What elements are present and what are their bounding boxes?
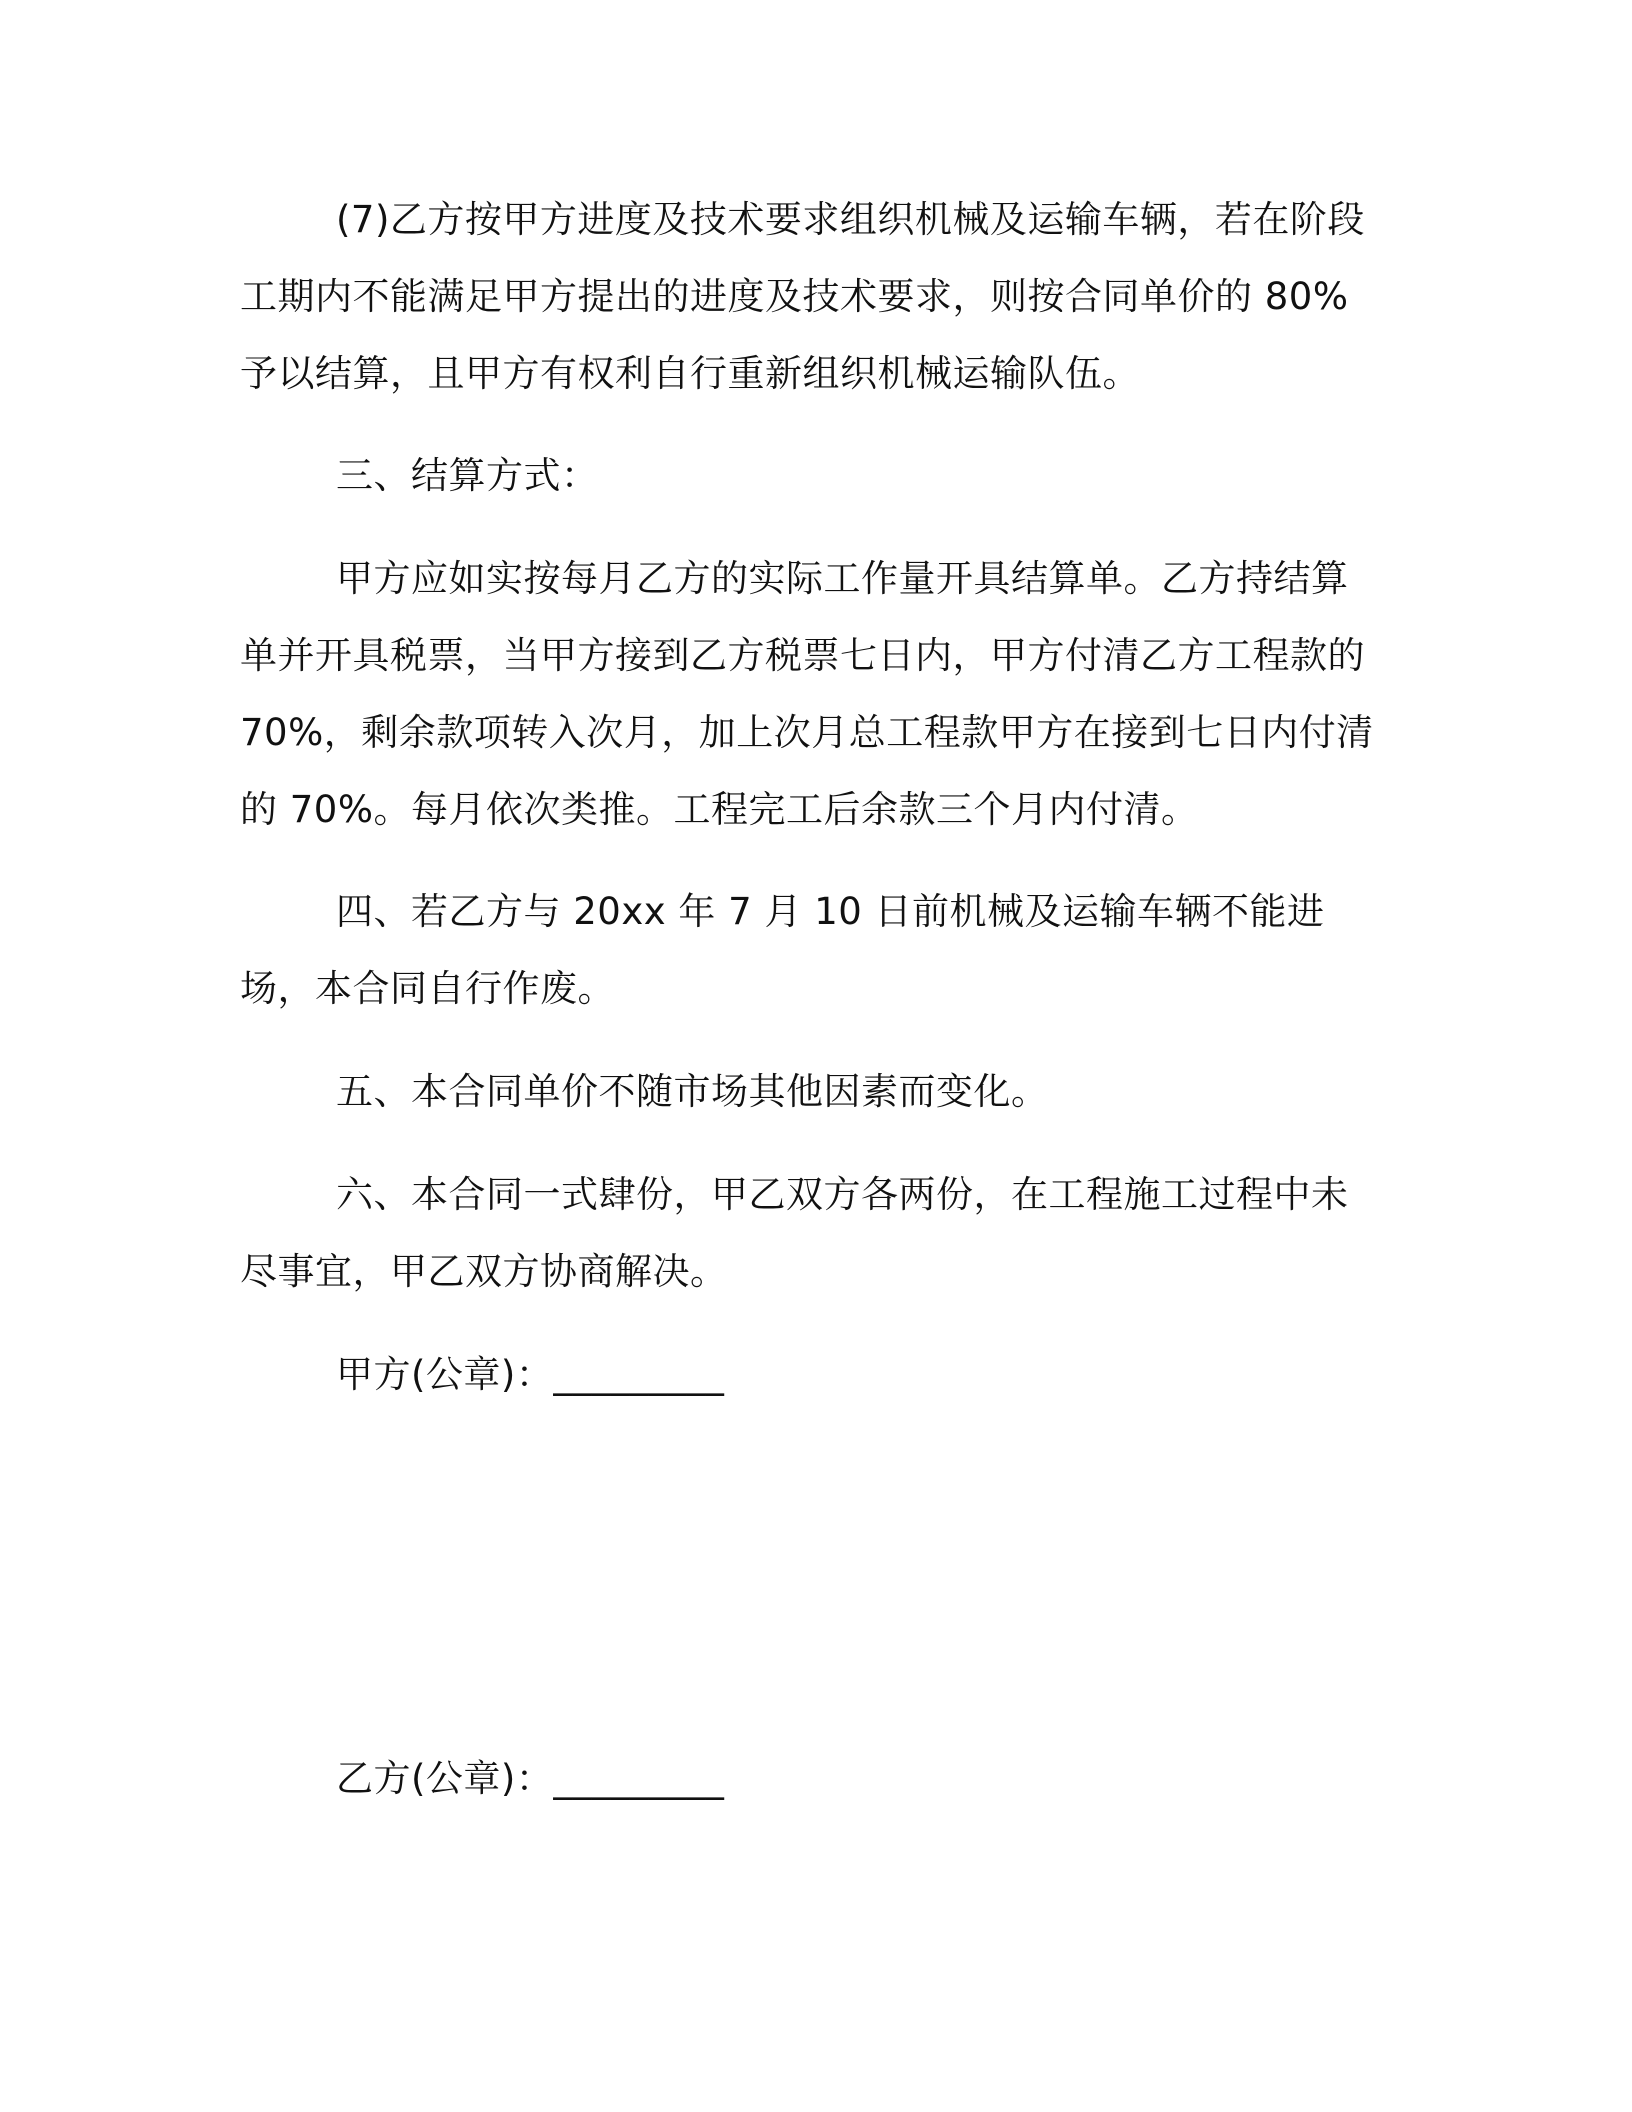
party-b-signature-line: 乙方(公章)：_________ — [336, 1757, 725, 1800]
settlement-paragraph: 甲方应如实按每月乙方的实际工作量开具结算单。乙方持结算单并开具税票，当甲方接到乙方税票七日内，甲方付清乙方工程款的 70%，剩余款项转入次月，加上次月总工程款甲方在接到七日内付清的 70%。每月依次类推。工程完工后余款三个月内付清。 — [240, 557, 1374, 831]
clause-four-paragraph: 四、若乙方与 20xx 年 7 月 10 日前机械及运输车辆不能进场，本合同自行作废。 — [240, 890, 1325, 1010]
settlement-heading: 三、结算方式： — [336, 454, 599, 497]
party-a-signature-line: 甲方(公章)：_________ — [336, 1353, 725, 1396]
clause-six-paragraph: 六、本合同一式肆份，甲乙双方各两份，在工程施工过程中未尽事宜，甲乙双方协商解决。 — [240, 1173, 1349, 1293]
clause-7-paragraph: (7)乙方按甲方进度及技术要求组织机械及运输车辆，若在阶段工期内不能满足甲方提出的进度及技术要求，则按合同单价的 80%予以结算，且甲方有权利自行重新组织机械运输队伍。 — [240, 198, 1365, 395]
clause-five-paragraph: 五、本合同单价不随市场其他因素而变化。 — [336, 1070, 1049, 1113]
